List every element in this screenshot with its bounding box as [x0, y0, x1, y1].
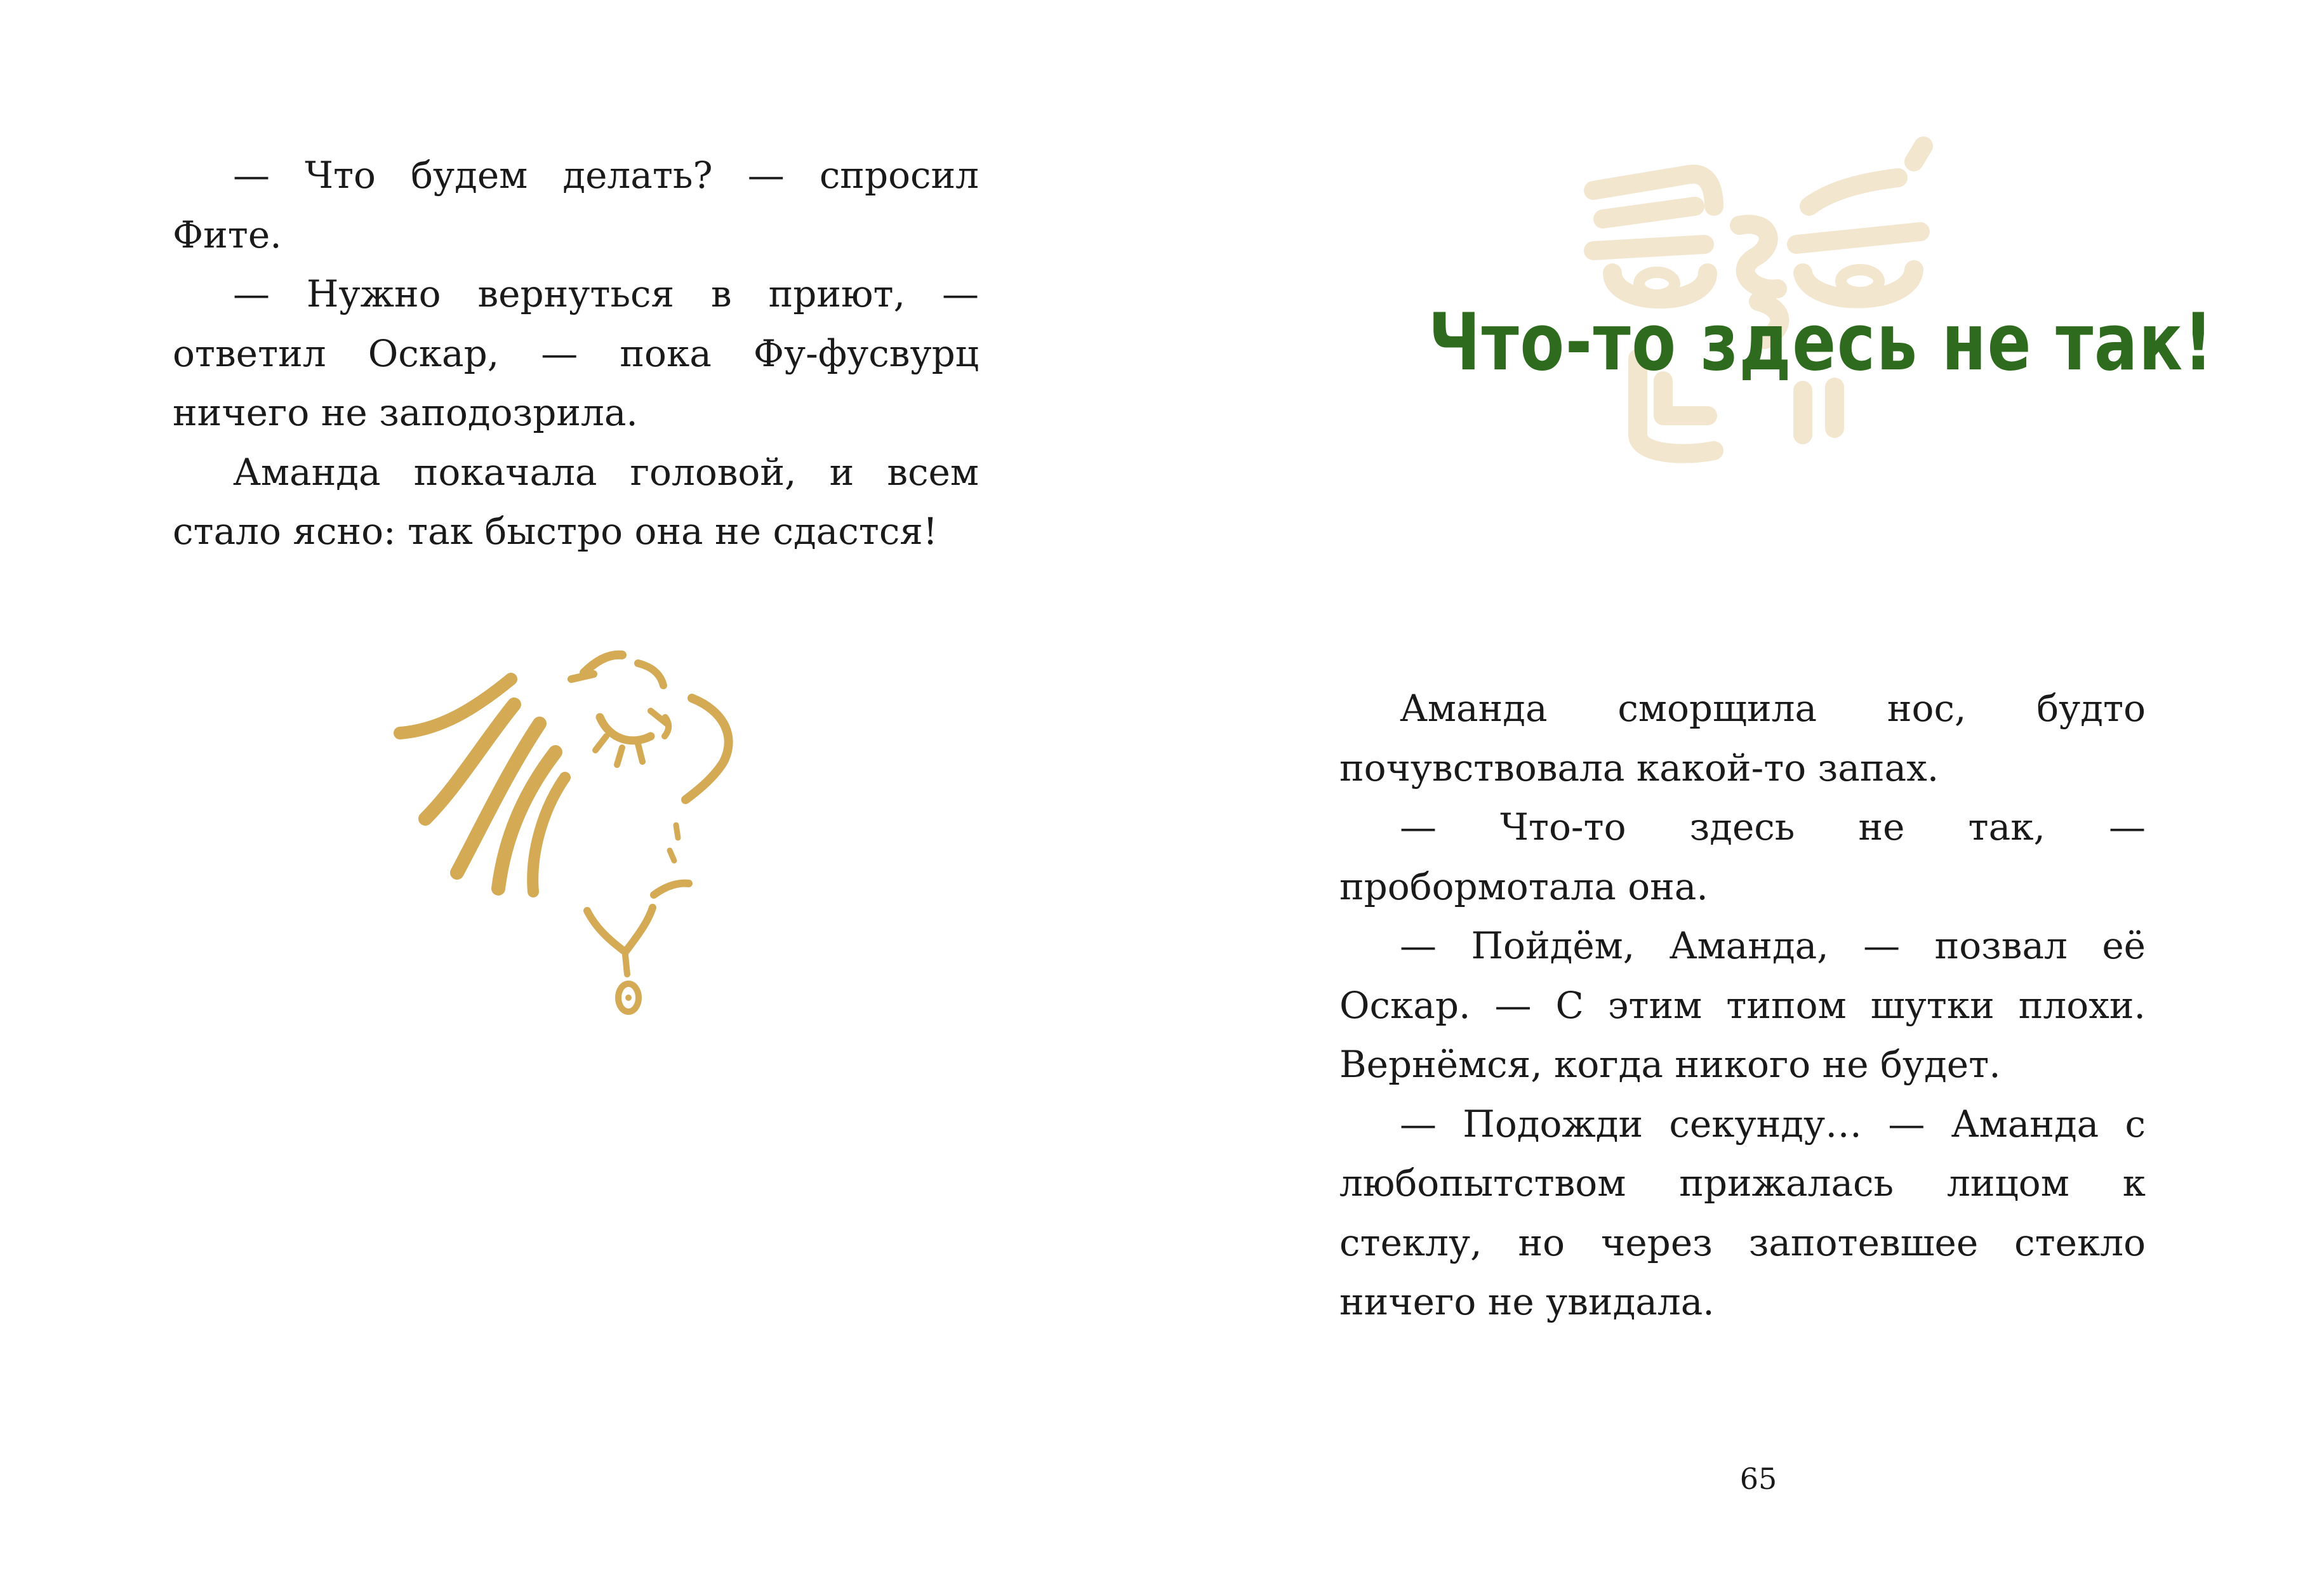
right-page: [1162, 0, 2324, 1574]
paragraph: — Что будем делать? — спросил Фите.: [173, 154, 979, 256]
right-page-text: [1339, 679, 2146, 1332]
page-number: 65: [1739, 1462, 1777, 1496]
sleeping-cat-face-icon: [381, 635, 787, 1028]
paragraph: — Что-то здесь не так, — пробормотала она.: [1339, 805, 2146, 908]
left-page-text: [173, 146, 979, 562]
paragraph: — Пойдём, Аманда, — позвал её Оскар. — С этим типом шутки плохи. Вернёмся, когда никого не будет.: [1339, 924, 2146, 1086]
paragraph: — Подожди секунду… — Аманда с любопытством прижалась лицом к стеклу, но через запотевшее стекло ничего не увидала.: [1339, 1102, 2146, 1323]
paragraph: Аманда покачала головой, и всем стало ясно: так быстро она не сдастся!: [173, 450, 979, 553]
paragraph: Аманда сморщила нос, будто почувствовала какой-то запах.: [1339, 687, 2146, 790]
paragraph: — Нужно вернуться в приют, — ответил Оскар, — пока Фу-фусвурц ничего не заподозрила.: [173, 272, 979, 434]
chapter-title: Что-то здесь не так!: [1428, 297, 2214, 388]
